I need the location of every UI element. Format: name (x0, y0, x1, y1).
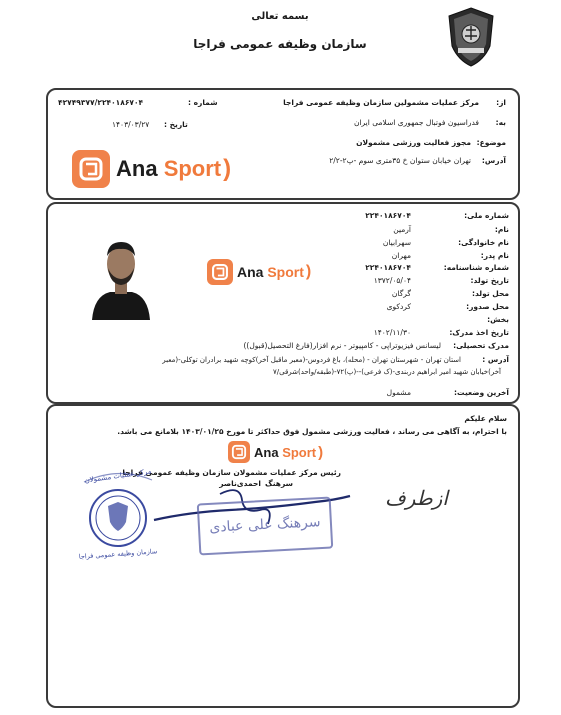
rank-stamp-text: سرهنگ علی عبادی (209, 514, 321, 536)
birth-date-value: ۱۳۷۲/۰۵/۰۴ (373, 276, 411, 285)
letter-number-value: ۴۲۷۴۹۳۷۷/۲۲۴۰۱۸۶۷۰۴ (58, 98, 144, 107)
brand-sport: Sport (163, 156, 222, 181)
first-name-label: نام: (494, 225, 509, 234)
seal-bottom-text: سازمان وظیفه عمومی فراجا (78, 547, 158, 561)
police-emblem-icon (446, 6, 496, 68)
ana-sport-mark-icon (228, 441, 250, 463)
letter-number-label: شماره : (188, 98, 218, 107)
birth-date-label: تاریخ تولد: (470, 276, 509, 285)
ana-sport-logo-2 (207, 259, 311, 285)
father-value: مهران (391, 251, 411, 260)
brand-sport: Sport (282, 444, 317, 460)
ana-sport-logo-3 (228, 441, 323, 463)
status-label: آخرین وضعیت: (454, 388, 509, 397)
last-name-label: نام خانوادگی: (458, 238, 509, 247)
education-label: مدرک تحصیلی: (453, 341, 509, 350)
brand-sport: Sport (267, 264, 304, 280)
father-label: نام پدر: (480, 251, 509, 260)
to-label: به: (495, 118, 506, 127)
signer-title: رئیس مرکز عملیات مشمولان سازمان وظیفه عمومی فراجا (122, 468, 341, 477)
national-id-label: شماره ملی: (464, 211, 509, 220)
rank-stamp (197, 497, 334, 556)
issue-place-label: محل صدور: (466, 302, 509, 311)
id-number-label: شماره شناسنامه: (443, 263, 509, 272)
first-name-value: آرمین (393, 225, 411, 234)
greeting: سلام علیکم (464, 414, 507, 423)
ana-sport-logo (72, 150, 231, 188)
degree-date-label: تاریخ اخذ مدرک: (449, 328, 509, 337)
address-label: آدرس: (481, 156, 506, 165)
brand-ana: Ana (116, 156, 158, 181)
from-value: مرکز عملیات مشمولین سازمان وظیفه عمومی فراجا (283, 98, 479, 107)
bismillah: بسمه تعالی (251, 11, 309, 22)
birth-place-value: گرگان (391, 289, 411, 298)
section-label: بخش: (487, 315, 509, 324)
person-address-line-1: استان تهران - شهرستان تهران - (محله)، باغ فردوس-(معبر ماقبل آخر)کوچه شهید برادران توکلی-(معبر (162, 356, 461, 364)
person-photo-icon (90, 234, 152, 320)
brand-paren: ) (223, 155, 232, 182)
signer-name: احمدی‌ناصر (219, 479, 261, 488)
emblem (446, 6, 496, 68)
issue-place-value: کردکوی (386, 302, 411, 311)
signer-rank: سرهنگ (265, 479, 293, 488)
degree-date-value: ۱۴۰۲/۱۱/۳۰ (373, 328, 411, 337)
last-name-value: سهرابیان (382, 238, 411, 247)
brand-ana: Ana (254, 444, 279, 460)
education-value: لیسانس فیزیوتراپی - کامپیوتر - نرم افزار(فارغ التحصیل(قبول)) (243, 341, 441, 350)
birth-place-label: محل تولد: (471, 289, 509, 298)
organization-title: سازمان وظیفه عمومی فراجا (193, 37, 367, 51)
subject-value: مجوز فعالیت ورزشی مشمولان (356, 138, 471, 147)
status-value: مشمول (386, 388, 411, 397)
ana-sport-mark-icon (72, 150, 110, 188)
seal-top-text: مرکز عملیات مشمولان (84, 467, 152, 485)
handwritten-note: ازطرف (385, 486, 448, 510)
brand-ana: Ana (237, 264, 264, 280)
person-photo (90, 234, 152, 320)
person-address-label: آدرس : (482, 355, 509, 364)
person-address-line-2: آخر)خیابان شهید امیر ابراهیم دربندی-(ک فرعی)--(پ)۷۲-(طبقه/واحد)شرقی/۷ (272, 368, 501, 376)
letter-date-label: تاریخ : (164, 120, 188, 129)
national-id-value: ۲۲۴۰۱۸۶۷۰۴ (365, 211, 411, 220)
to-value: فدراسیون فوتبال جمهوری اسلامی ایران (353, 118, 479, 127)
ana-sport-mark-icon (207, 259, 233, 285)
address-value: تهران خیابان ستوان خ ۳۵متری سوم -پ۲-۲/۲ (329, 156, 471, 165)
brand-paren: ) (305, 263, 312, 280)
id-number-value: ۲۲۴۰۱۸۶۷۰۴ (365, 263, 411, 272)
round-seal (68, 466, 168, 566)
subject-label: موضوع: (476, 138, 506, 147)
from-label: از: (496, 98, 506, 107)
letter-date-value: ۱۴۰۳/۰۳/۲۷ (112, 120, 150, 129)
approval-text: با احترام، به آگاهی می رساند ، فعالیت ورزشی مشمول فوق حداکثر تا مورخ ۱۴۰۳/۰۱/۲۵ بلامانع می باشد. (117, 427, 507, 436)
brand-paren: ) (318, 443, 324, 461)
